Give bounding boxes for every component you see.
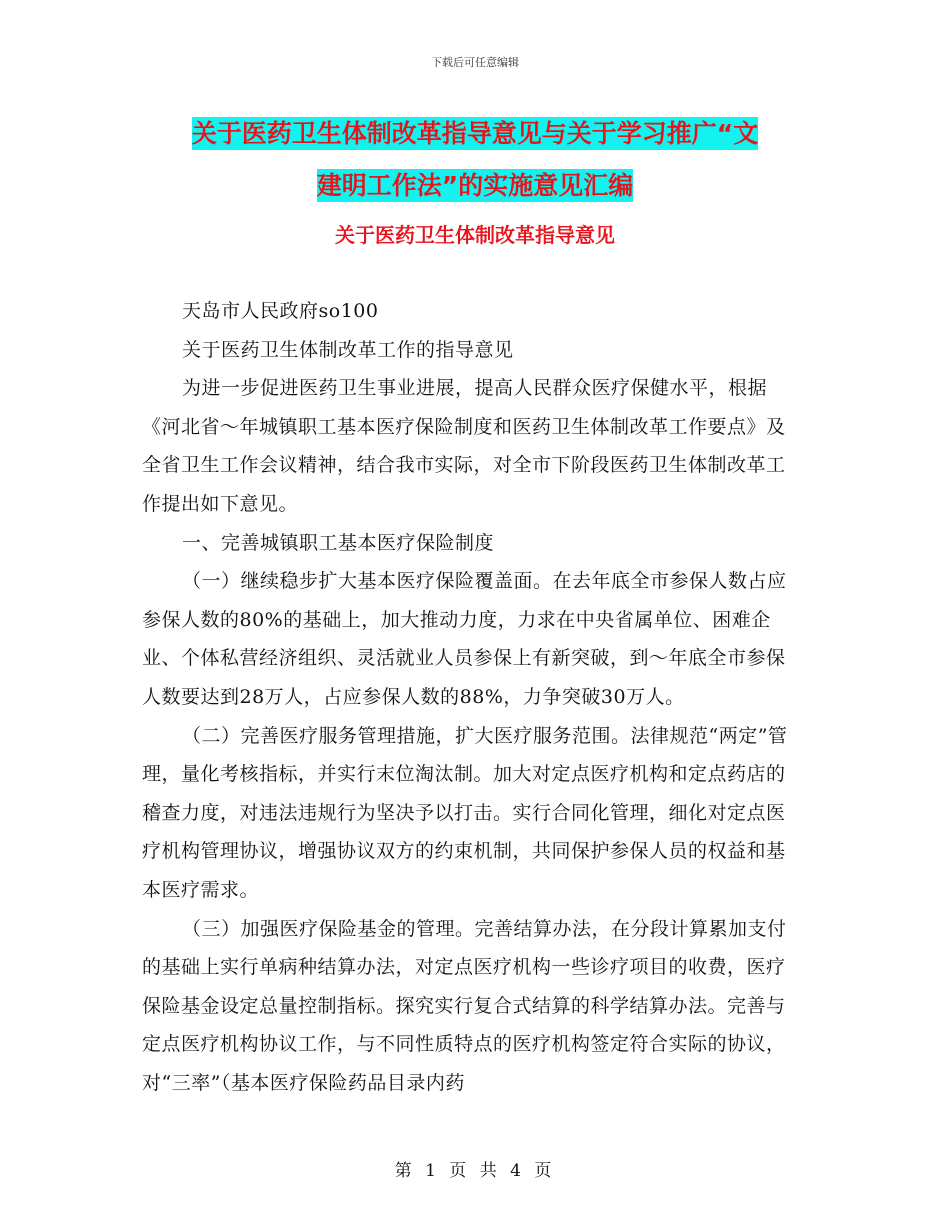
intro-paragraph: 为进一步促进医药卫生事业进展，提高人民群众医疗保健水平，根据《河北省～年城镇职工基本医疗保险制度和医药卫生体制改革工作要点》及全省卫生工作会议精神，结合我市实际，对全市下阶段医药卫生体制改革工作提出如下意见。 [142,377,786,515]
heading-1: 一、完善城镇职工基本医疗保险制度 [182,531,495,554]
document-title-line-1: 关于医药卫生体制改革指导意见与关于学习推广“文 [191,119,759,148]
document-body [142,292,802,1102]
section-title: 关于医药卫生体制改革指导意见 [335,223,615,247]
document-title-line-2: 建明工作法”的实施意见汇编 [316,171,634,200]
page-number-footer: 第 1 页 共 4 页 [394,1161,556,1181]
paragraph-item-2: （二）完善医疗服务管理措施，扩大医疗服务范围。法律规范“两定”管理，量化考核指标，并实行末位淘汰制。加大对定点医疗机构和定点药店的稽查力度，对违法违规行为坚决予以打击。实行合同化管理，细化对定点医疗机构管理协议，增强协议双方的约束机制，共同保护参保人员的权益和基本医疗需求。 [142,724,788,901]
doc-subject-line: 关于医药卫生体制改革工作的指导意见 [182,338,514,361]
document-title [0,108,950,212]
paragraph-item-3: （三）加强医疗保险基金的管理。完善结算办法，在分段计算累加支付的基础上实行单病种结算办法，对定点医疗机构一些诊疗项目的收费，医疗保险基金设定总量控制指标。探究实行复合式结算的科学结算办法。完善与定点医疗机构协议工作，与不同性质特点的医疗机构签定符合实际的协议，对“三率”（基本医疗保险药品目录内药 [142,917,787,1094]
paragraph-item-1: （一）继续稳步扩大基本医疗保险覆盖面。在去年底全市参保人数占应参保人数的80%的基础上，加大推动力度，力求在中央省属单位、困难企业、个体私营经济组织、灵活就业人员参保上有新突破，到～年底全市参保人数要达到28万人，占应参保人数的88%，力争突破30万人。 [142,570,787,708]
header-note: 下载后可任意编辑 [431,56,519,69]
issuer-line: 天岛市人民政府so100 [182,300,379,322]
